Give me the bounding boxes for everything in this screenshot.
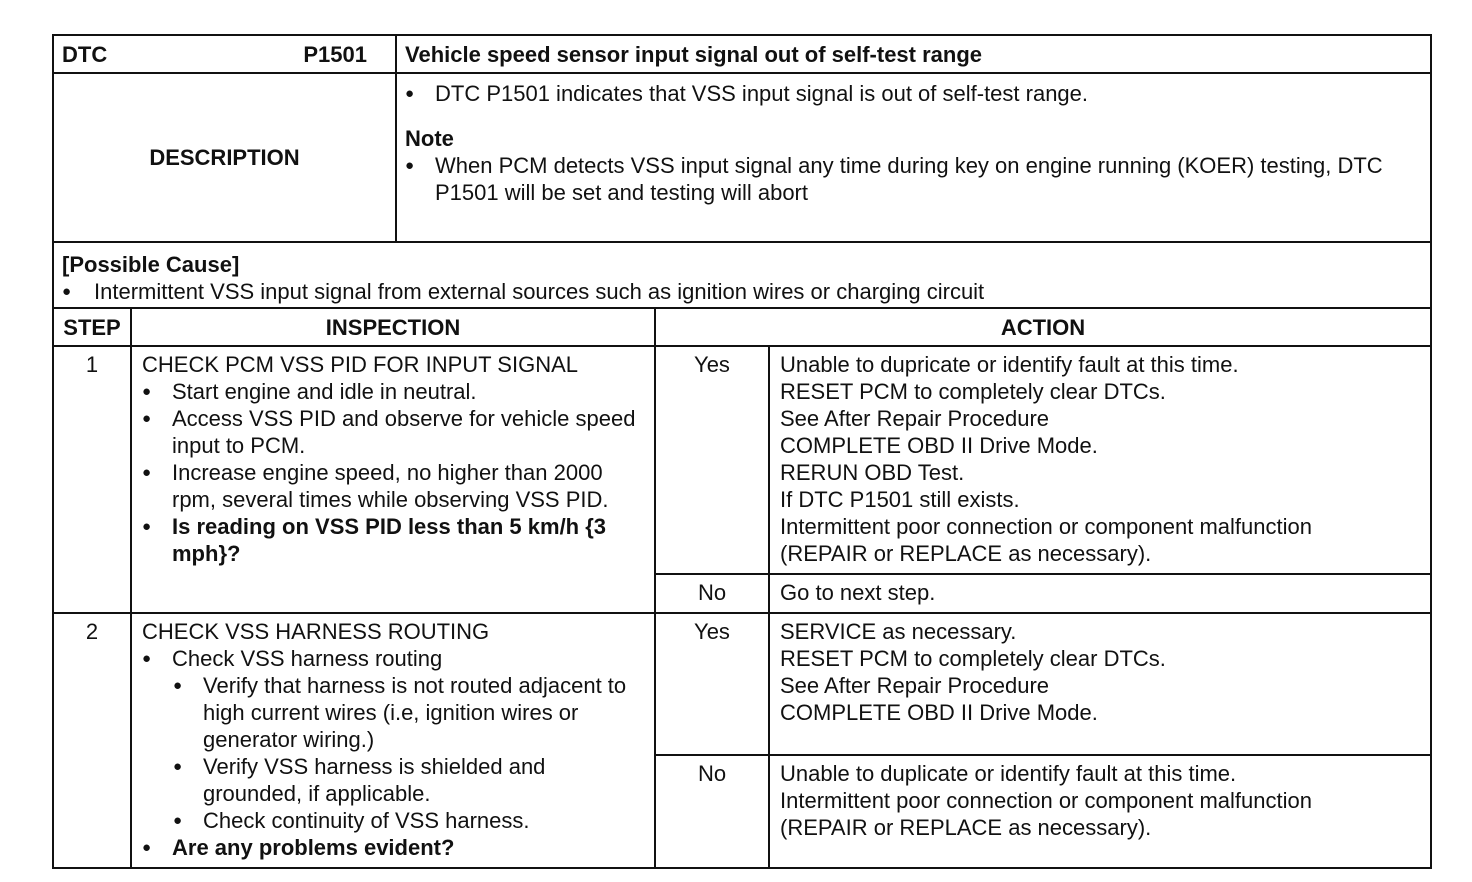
dtc-label: DTC [62,41,108,67]
column-inspection: INSPECTION [131,308,655,346]
step-2-subitem: ● Check continuity of VSS harness. [173,807,644,834]
step-2-question: ● Are any problems evident? [142,834,644,861]
action-line: COMPLETE OBD II Drive Mode. [780,700,1098,725]
action-line: Go to next step. [780,580,936,605]
step-2-yes-row [53,613,1431,755]
action-line: If DTC P1501 still exists. [780,487,1020,512]
step-2-no-action [769,755,1431,868]
step-1-yes-action [769,346,1431,574]
action-line: See After Repair Procedure [780,673,1050,698]
note-title: Note [405,126,454,151]
step-1-inspection [131,346,655,613]
note-bullet: ● When PCM detects VSS input signal any time during key on engine running (KOER) testing, DTC P1501 will be set and testing will abort [405,152,1422,206]
step-2-yes-action [769,613,1431,755]
possible-cause-bullet: ● Intermittent VSS input signal from external sources such as ignition wires or charging circuit [62,278,1422,305]
dtc-title: Vehicle speed sensor input signal out of self-test range [396,35,1431,73]
dtc-code-cell [53,35,396,73]
action-line: Unable to duplicate or identify fault at this time. [780,760,1237,786]
step-2-subitem: ● Verify that harness is not routed adjacent to high current wires (i.e, ignition wires or generator wiring.) [173,672,644,753]
description-content [396,73,1431,242]
step-2-yes-label: Yes [655,613,769,755]
description-bullet: ● DTC P1501 indicates that VSS input signal is out of self-test range. [405,80,1422,107]
action-line: RESET PCM to completely clear DTCs. [780,646,1166,671]
action-line: Intermittent poor connection or component malfunction [780,787,1312,813]
action-line: Unable to dupricate or identify fault at this time. [780,352,1239,377]
step-2-inspection [131,613,655,868]
description-row [53,73,1431,242]
dtc-code: P1501 [303,41,367,67]
column-action: ACTION [655,308,1431,346]
dtc-table [52,34,1432,869]
action-line: SERVICE as necessary. [780,619,1017,644]
column-header-row [53,308,1431,346]
step-1-yes-label: Yes [655,346,769,574]
action-line: COMPLETE OBD II Drive Mode. [780,433,1098,458]
step-2-no-label: No [655,755,769,868]
step-1-item: ● Increase engine speed, no higher than 2000 rpm, several times while observing VSS PID. [142,459,644,513]
column-step: STEP [53,308,131,346]
step-1-item: ● Start engine and idle in neutral. [142,378,644,405]
possible-cause-row [53,242,1431,308]
action-line: RESET PCM to completely clear DTCs. [780,379,1166,404]
step-1-item: ● Access VSS PID and observe for vehicle speed input to PCM. [142,405,644,459]
step-1-yes-row [53,346,1431,574]
step-2-title: CHECK VSS HARNESS ROUTING [142,619,490,644]
step-2-number: 2 [53,613,131,868]
action-line: (REPAIR or REPLACE as necessary). [780,814,1152,840]
possible-cause-title: [Possible Cause] [62,252,240,277]
description-label: DESCRIPTION [53,73,396,242]
action-line: (REPAIR or REPLACE as necessary). [780,541,1152,566]
step-1-number: 1 [53,346,131,613]
step-1-no-action [769,574,1431,613]
step-1-no-label: No [655,574,769,613]
action-line: Intermittent poor connection or component malfunction [780,514,1312,539]
action-line: RERUN OBD Test. [780,460,965,485]
header-row [53,35,1431,73]
action-line: See After Repair Procedure [780,406,1050,431]
step-1-title: CHECK PCM VSS PID FOR INPUT SIGNAL [142,352,579,377]
step-2-item: ● Check VSS harness routing [142,645,644,672]
possible-cause-cell [53,242,1431,308]
step-2-subitem: ● Verify VSS harness is shielded and grounded, if applicable. [173,753,644,807]
step-1-question: ● Is reading on VSS PID less than 5 km/h {3 mph}? [142,513,644,567]
